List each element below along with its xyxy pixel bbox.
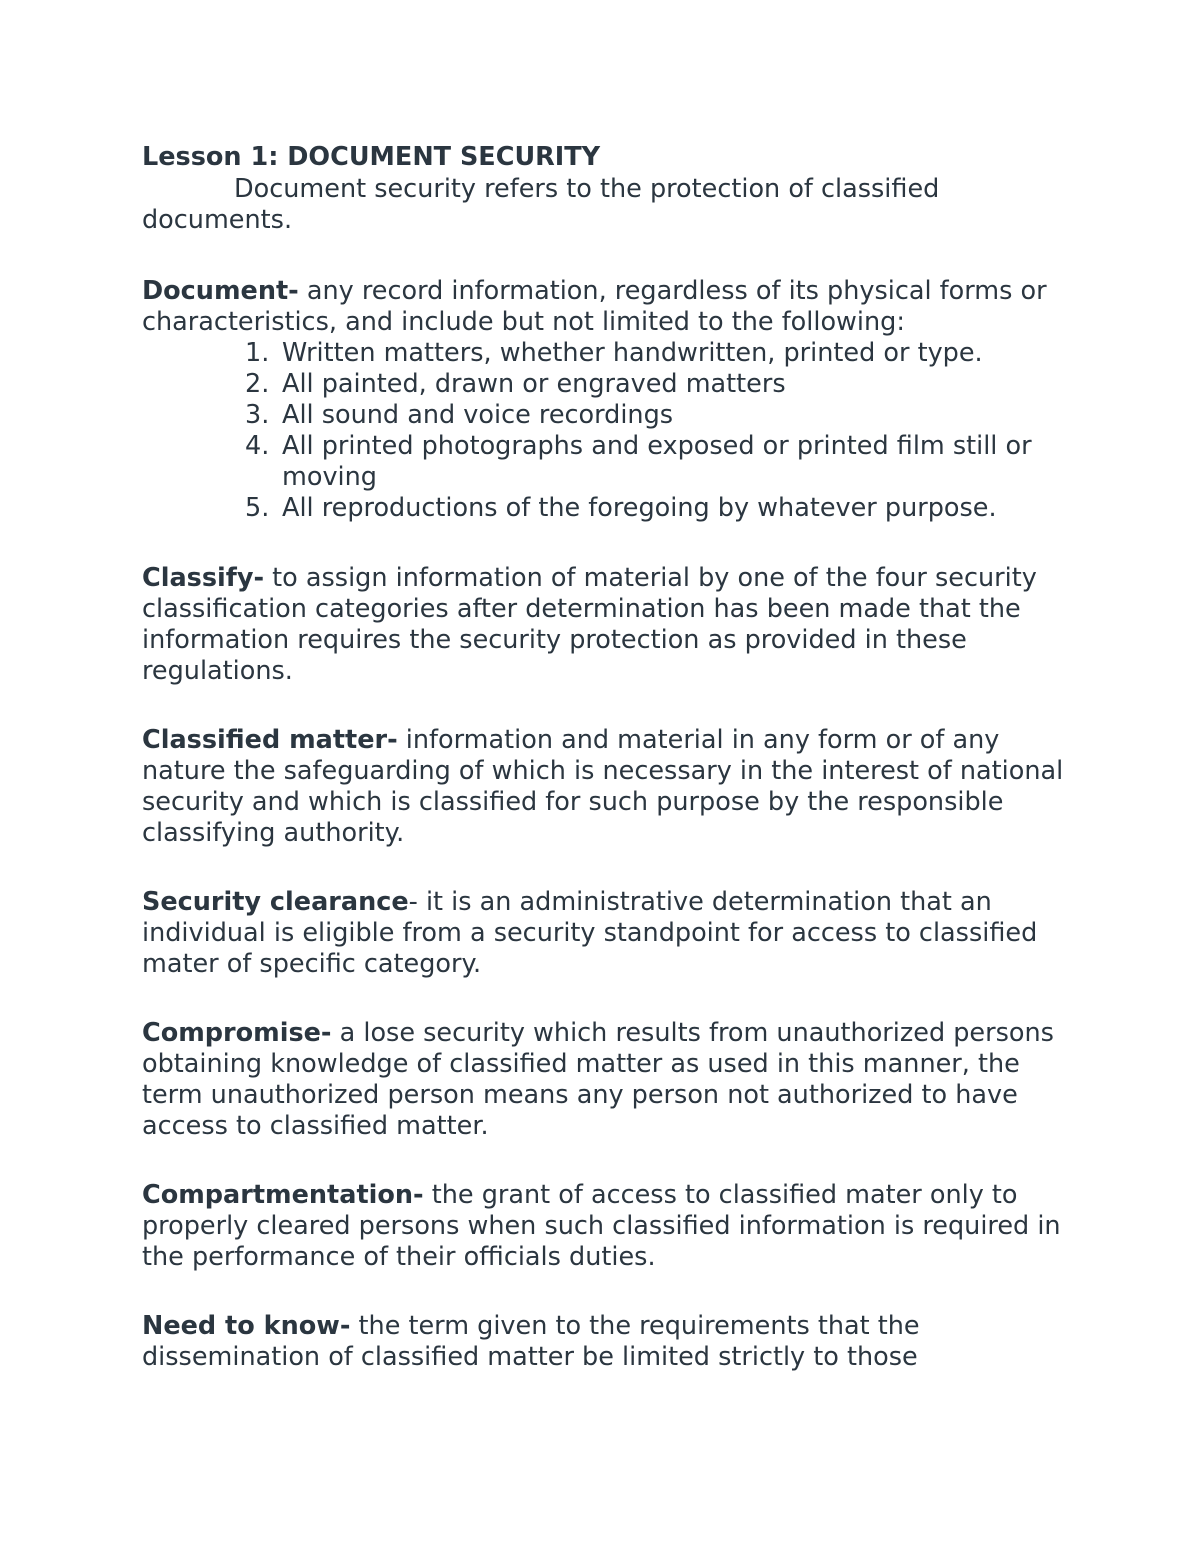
list-text: All sound and voice recordings (282, 400, 674, 430)
definition-term: Need to know- (142, 1311, 351, 1341)
definition-term: Classified matter- (142, 725, 398, 755)
list-item (142, 493, 1067, 524)
document-body (142, 140, 1067, 1373)
definition-term: Security clearance (142, 887, 409, 917)
list-text: Written matters, whether handwritten, printed or type. (282, 338, 983, 368)
list-number: 1. (245, 338, 270, 368)
list-item (142, 338, 1067, 369)
list-text: All printed photographs and exposed or printed film still or moving (282, 431, 1032, 492)
lesson-title: Lesson 1: DOCUMENT SECURITY (142, 142, 601, 172)
definition-term: Classify- (142, 563, 265, 593)
definition-security-clearance (142, 887, 1067, 980)
list-item (142, 400, 1067, 431)
definition-classify (142, 563, 1067, 687)
definition-text: the grant of access to classified mater only to properly cleared persons when such classified information is required in the performance of their officials duties. (142, 1180, 1061, 1272)
list-text: All painted, drawn or engraved matters (282, 369, 786, 399)
definition-text: information and material in any form or of any nature the safeguarding of which is necessary in the interest of national security and which is classified for such purpose by the responsible classifying authority. (142, 725, 1064, 848)
definition-document (142, 276, 1067, 338)
definition-text: to assign information of material by one of the four security classification categories after determination has been made that the information requires the security protection as provided in these regulations. (142, 563, 1037, 686)
definition-need-to-know (142, 1311, 1067, 1373)
definition-compartmentation (142, 1180, 1067, 1273)
definition-term: Compromise- (142, 1018, 332, 1048)
list-item (142, 431, 1067, 493)
list-number: 4. (245, 431, 270, 461)
list-number: 3. (245, 400, 270, 430)
list-text: All reproductions of the foregoing by whatever purpose. (282, 493, 997, 523)
definition-classified-matter (142, 725, 1067, 849)
document-types-list (142, 338, 1067, 524)
definition-text: any record information, regardless of its physical forms or characteristics, and include but not limited to the following: (142, 276, 1047, 337)
definition-text: a lose security which results from unauthorized persons obtaining knowledge of classified matter as used in this manner, the term unauthorized person means any person not authorized to have access to classified matter. (142, 1018, 1054, 1141)
definition-text: the term given to the requirements that the dissemination of classified matter be limited strictly to those (142, 1311, 920, 1372)
definition-text: - it is an administrative determination that an individual is eligible from a security standpoint for access to classified mater of specific category. (142, 887, 1038, 979)
list-number: 5. (245, 493, 270, 523)
intro-paragraph: Document security refers to the protection of classified documents. (142, 174, 940, 235)
list-number: 2. (245, 369, 270, 399)
definition-term: Compartmentation- (142, 1180, 424, 1210)
definition-term: Document- (142, 276, 299, 306)
list-item (142, 369, 1067, 400)
definition-compromise (142, 1018, 1067, 1142)
